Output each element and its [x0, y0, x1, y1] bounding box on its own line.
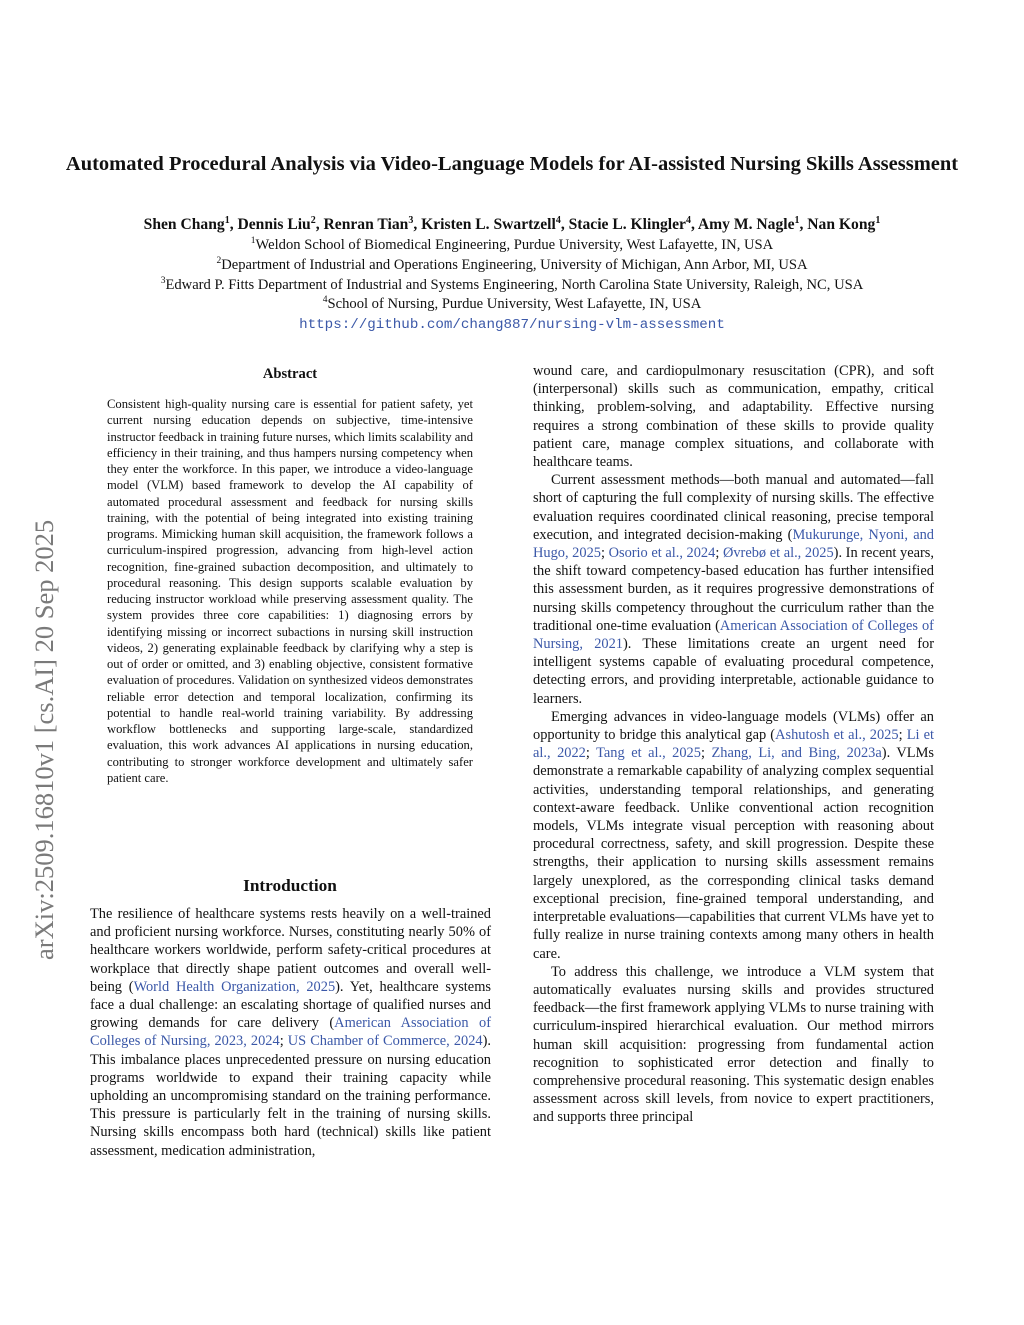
repository-link[interactable]: https://github.com/chang887/nursing-vlm-assessment: [299, 317, 725, 334]
affiliation: $^3$Edward P. Fitts Department of Industrial and Systems Engineering, North Carolina State University, Raleigh, NC, USA: [160, 275, 864, 293]
affiliation: $^2$Department of Industrial and Operations Engineering, University of Michigan, Ann Arbor, MI, USA: [216, 255, 808, 273]
paragraph: wound care, and cardiopulmonary resuscitation (CPR), and soft (interpersonal) skills such as communication, empathy, critical thinking, problem-solving, and adaptability. Effective nursing requires a strong combination of these skills to provide quality patient care, manage complex situations, and collaborate with healthcare teams.: [533, 363, 934, 471]
citation-link[interactable]: Tang et al., 2025: [596, 745, 701, 762]
author: Amy M. Nagle$^1$,: [697, 214, 808, 233]
right-column: [533, 362, 934, 1127]
abstract-body: Consistent high-quality nursing care is essential for patient safety, yet current nursing education depends on subjective, time-intensive instructor feedback in training future nurses, which limits scalability and efficiency in their training, and thus hampers nursing competency when they enter the workforce. In this paper, we introduce a video-language model (VLM) based framework to develop the AI capability of automated procedural assessment and feedback for nursing skills training, with the potential of being integrated into existing training programs. Mimicking human skill acquisition, the framework follows a curriculum-inspired progression, advancing from high-level action recognition, fine-grained subaction decomposition, and ultimately to procedural reasoning. This design supports scalable evaluation by reducing instructor workload while preserving assessment quality. The system provides three core capabilities: 1) diagnosing errors by identifying missing or incorrect subactions in nursing skill instruction videos, 2) generating explainable feedback by clarifying why a step is out of order or omitted, and 3) enabling objective, consistent formative evaluation of procedures. Validation on synthesized videos demonstrates reliable error detection and temporal localization, confirming its potential to handle real-world training variability. By addressing workflow bottlenecks and supporting large-scale, standardized evaluation, this work advances AI applications in nursing education, contributing to stronger workforce development and ultimately safer patient care.: [107, 397, 473, 785]
citation-link[interactable]: US Chamber of Commerce, 2024: [287, 1033, 483, 1050]
author: Stacie L. Klingler$^4$,: [568, 214, 698, 233]
affiliation: $^4$School of Nursing, Purdue University, West Lafayette, IN, USA: [322, 295, 702, 313]
citation-link[interactable]: American Association of Colleges of Nursing, 2021: [533, 617, 934, 653]
author: Nan Kong$^1$: [807, 214, 881, 233]
citation-link[interactable]: Li et al., 2022: [533, 727, 934, 762]
author: Shen Chang$^1$,: [143, 214, 238, 233]
author: Renran Tian$^3$,: [323, 214, 422, 233]
citation-link[interactable]: Zhang, Li, and Bing, 2023a: [711, 745, 882, 762]
affiliations: [60, 236, 964, 335]
citation-link[interactable]: Osorio et al., 2024: [608, 545, 716, 562]
citation-link[interactable]: American Association of Colleges of Nursing, 2023, 2024: [90, 1015, 491, 1050]
author-list: [10, 214, 1014, 236]
arxiv-sidebar-id: arXiv:2509.16810v1 [cs.AI] 20 Sep 2025: [29, 519, 59, 960]
author: Dennis Liu$^2$,: [237, 214, 324, 233]
affiliation: $^1$Weldon School of Biomedical Engineering, Purdue University, West Lafayette, IN, USA: [250, 236, 774, 253]
paragraph: Current assessment methods—both manual and automated—fall short of capturing the full complexity of nursing skills. The effective evaluation requires coordinated clinical reasoning, precise temporal execution, and integrated decision-making (Mukurunge, Nyoni, and Hugo, 2025; Osorio et al., 2024; Øvrebø et al., 2025). In recent years, the shift toward competency-based education has further intensified this assessment burden, as it requires progressive demonstrations of nursing skills competency throughout the curriculum rather than the traditional one-time evaluation (American Association of Colleges of Nursing, 2021). These limitations create an urgent need for intelligent systems capable of evaluating procedural competence, detecting errors, and providing interpretable, actionable guidance to learners.: [533, 472, 934, 707]
paragraph: To address this challenge, we introduce a VLM system that automatically evaluates nursing skills and provides structured feedback—the first framework applying VLMs to nurse training with curriculum-inspired hierarchical evaluation. Our method mirrors human skill acquisition: progressing from fundamental action recognition to sophisticated error detection and finally to comprehensive procedural reasoning. This systematic design enables assessment across skill levels, from novice to expert practitioners, and supports three principal: [533, 963, 934, 1126]
citation-link[interactable]: Ashutosh et al., 2025: [775, 727, 899, 744]
citation-link[interactable]: Øvrebø et al., 2025: [722, 545, 834, 562]
paper-title: Automated Procedural Analysis via Video-Language Models for AI-assisted Nursing Skills Assessment: [65, 153, 959, 175]
introduction-paragraph: The resilience of healthcare systems rests heavily on a well-trained and proficient nursing workforce. Nurses, constituting nearly 50% of healthcare workers worldwide, perform safety-critical procedures at workplace that directly shape patient outcomes and overall well-being (World Health Organization, 2025). Yet, healthcare systems face a dual challenge: an escalating shortage of qualified nurses and growing demands for care delivery (American Association of Colleges of Nursing, 2023, 2024; US Chamber of Commerce, 2024). This imbalance places unprecedented pressure on nursing education programs worldwide to expand their training capacity while upholding an uncompromising standard on the training performance. This pressure is particularly felt in the training of nursing skills. Nursing skills encompass both hard (technical) skills like patient assessment, medication administration,: [90, 906, 491, 1159]
author: Kristen L. Swartzell$^4$,: [421, 214, 569, 233]
citation-link[interactable]: Mukurunge, Nyoni, and Hugo, 2025: [533, 526, 934, 562]
paragraph: Emerging advances in video-language models (VLMs) offer an opportunity to bridge this analytical gap (Ashutosh et al., 2025; Li et al., 2022; Tang et al., 2025; Zhang, Li, and Bing, 2023a). VLMs demonstrate a remarkable capability of analyzing complex sequential activities, understanding temporal relationships, and generating context-aware feedback. Unlike conventional action recognition models, VLMs integrate visual perception with reasoning about procedural correctness, safety, and skill progression. Despite these strengths, their application to nursing skills assessment remains largely unexplored, as the corresponding clinical tasks demand exceptional precision, fine-grained temporal understanding, and interpretable evaluations—capabilities that current VLMs have yet to fully realize in nurse training contexts among many others in health care.: [533, 708, 934, 962]
citation-link[interactable]: World Health Organization, 2025: [133, 978, 336, 995]
introduction-heading: Introduction: [243, 876, 337, 895]
abstract-heading: Abstract: [262, 366, 318, 382]
